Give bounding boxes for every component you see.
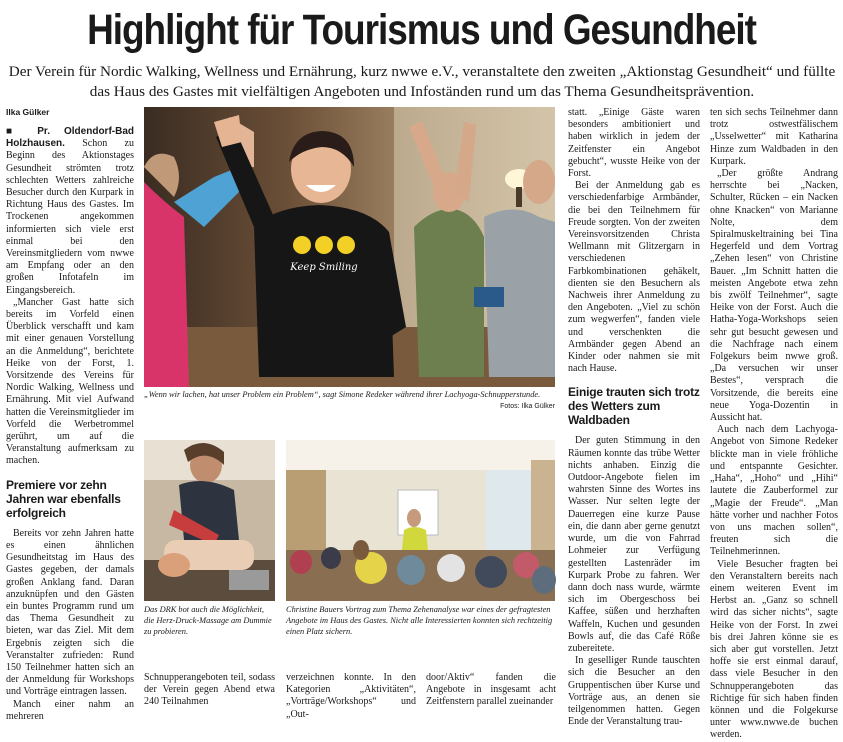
photo-vortrag-image xyxy=(286,440,555,601)
paragraph: „Mancher Gast hatte sich bereits im Vorfeld einen Überblick verschafft und kam mit einer genauen Vorstellung an die Anmeldung“, berichtete Heike von der Forst, 1. Vorsitzende des Vereins für Nordic Walking, Wellness und Ernährung. Mit viel Aufwand hatten die Vereinsmitglieder im Vorfeld die Werbetrommel gerührt, um auf die Veranstaltung aufmerksam zu machen. xyxy=(6,296,134,467)
author: Ilka Gülker xyxy=(6,107,50,117)
paragraph: Auch nach dem Lachyoga-Angebot von Simone Redeker blickte man in viele fröhliche und entspannte Gesichter. „Haha“, „Hoho“ und „Hihi“ lautete die Zauberformel zur „Magie der Freude“. „Man hätte vorher und nachher Fotos von uns machen sollen“, freuten sich die Teilnehmerinnen. xyxy=(710,424,838,558)
article-column-2-bottom: Schnupperangeboten teil, sodass der Verein gegen Abend etwa 240 Teilnahmen xyxy=(144,672,275,708)
paragraph: „Der größte Andrang herrschte bei „Nacken, Schulter, Rücken – ein Nacken ohne Knacken“ von Marianne Nolte, dem Spiralmuskeltraining bei Tina Hegerfeld und dem Vortrag „Zehen lesen“ von Christine Bauer. „Im Schnitt hatten die meisten Angebote etwa zehn bis zwölf Teilnehmer“, sagte Heike von der Forst. Auch die Hatha-Yoga-Workshops seien sehr gut besucht gewesen und die Nachfrage nach einem Folgekurs beim nwwe groß. „Da versuchen wir unser Bestes“, versprach die Vorsitzende, die bereits eine neue Yoga-Dozentin in Aussicht hat. xyxy=(710,168,838,424)
dateline: ■ Pr. Oldendorf-Bad Holzhausen. xyxy=(6,126,134,150)
photo-drk-caption: Das DRK bot auch die Möglichkeit, die Herz-Druck-Massage am Dummie zu probieren. xyxy=(144,605,272,636)
subheading: Einige trauten sich trotz des Wetters zum Waldbaden xyxy=(568,385,700,428)
paragraph: In geselliger Runde tauschten sich die Besucher an den Gruppentischen über Kurse und Vorträge aus, an denen sie teilgenommen hatten. Gegen Ende der Veranstaltung trau- xyxy=(568,655,700,728)
headline: Highlight für Tourismus und Gesundheit xyxy=(87,6,756,54)
article-column-1 xyxy=(6,126,134,722)
article-column-4-bottom: door/Aktiv“ fanden die Angebote in insgesamt acht Zeitfenstern parallel zueinander xyxy=(426,672,556,708)
photo-drk xyxy=(144,440,275,601)
photo-vortrag xyxy=(286,440,555,601)
paragraph: statt. „Einige Gäste waren besonders ambitioniert und haben wirklich in jedem der Zeitfenster ein Angebot gebucht“, wusste Heike von der Forst. xyxy=(568,107,700,180)
photo-lachyoga xyxy=(144,107,555,387)
paragraph: Bereits vor zehn Jahren hatte es einen ähnlichen Gesundheitstag im Haus des Gastes gegeben, der damals großen Anklang fand. Daran anzuknüpfen und den Gästen ein buntes Programm rund um das Thema Gesundheit zu bieten, war das Ziel. Mit dem Ergebnis zeigten sich die Veranstalter zufrieden: Rund 150 Teilnehmer hatten sich an der Anmeldung für Workshops und Vorträge eintragen lassen. xyxy=(6,527,134,698)
shirt-text: Keep Smiling xyxy=(290,262,358,273)
photo-lachyoga-image xyxy=(144,107,555,387)
paragraph: Viele Besucher fragten bei den Veranstaltern bereits nach einem weiteren Event im Herbst an. „Ganz so schnell wird das sicher nichts“, sagte Heike von der Forst. In zwei bis drei Jahren könne sie es sich aber gut vorstellen. Jetzt hoffe sie erst einmal darauf, dass viele Besucher in den Schnupperangeboten das Richtige für sich haben finden können und die Folgekurse unter www.nwwe.de buchen werden. xyxy=(710,558,838,741)
article-column-5 xyxy=(568,107,700,728)
photo-credit: Fotos: Ilka Gülker xyxy=(500,403,555,410)
photo-lachyoga-caption xyxy=(144,390,555,401)
paragraph: Manch einer nahm an mehreren xyxy=(6,698,134,722)
paragraph: Bei der Anmeldung gab es verschiedenfarbige Armbänder, die bei den Teilnehmern für Freude sorgten. Von der zweiten Vereinsvorsitzenden Christa Wellmann mit Glitzergarn in verschiedenen Farbkombinationen gehäkelt, dienten sie den Besuchern als Nachweis ihrer Anmeldung zu den Angeboten. „Viel zu schön zum wegwerfen“, fanden viele und verschenkten die Armbänder gegen Abend an Kinder oder nahmen sie mit nach Hause. xyxy=(568,180,700,375)
article-column-6 xyxy=(710,107,838,741)
article-column-3-bottom: verzeichnen konnte. In den Kategorien „Aktivitäten“, „Vorträge/Workshops“ und „Out- xyxy=(286,672,416,720)
caption-text: „Wenn wir lachen, hat unser Problem ein Problem“, sagt Simone Redeker während ihrer Lachyoga-Schnupperstunde. xyxy=(144,390,541,399)
subheading: Premiere vor zehn Jahren war ebenfalls erfolgreich xyxy=(6,477,121,520)
photo-vortrag-caption: Christine Bauers Vortrag zum Thema Zehenanalyse war eines der gefragtesten Angebote im Haus des Gastes. Nicht alle Interessierten konnten sich rechtzeitig einen Platz sichern. xyxy=(286,605,553,636)
paragraph: Schon zu Beginn des Aktionstages Gesundheit strömten trotz schlechten Wetters zahlreiche Besucher durch den Kurpark in Richtung Haus des Gastes. Im Trockenen angekommen informierten sich viele erst einmal bei den Vereinsmitgliedern vom nwwe am Empfang oder an den großen Infotafeln im Eingangsbereich. xyxy=(6,138,134,296)
lead-paragraph: Der Verein für Nordic Walking, Wellness und Ernährung, kurz nwwe e.V., veranstaltete den zweiten „Aktionstag Gesundheit“ und füllte das Haus des Gastes mit vielfältigen Angeboten und Infoständen rund um das Thema Gesundheitsprävention. xyxy=(8,63,836,100)
paragraph: ten sich sechs Teilnehmer dann trotz ostwestfälischem „Usselwetter“ mit Katharina Hinze zum Waldbaden in den Kurpark. xyxy=(710,107,838,167)
paragraph: Der guten Stimmung in den Räumen konnte das trübe Wetter nichts anhaben. Einzig die Outdoor-Angebote fielen im wahrsten Sinne des Wortes ins Wasser. Nur selten legte der Dauerregen eine kurze Pause ein, die dann aber gerne genutzt wurde, um die von Fahrrad Lohmeier zur Verfügung gestellten Lastenräder im Kurpark Probe zu fahren. Wer dann doch nass wurde, wärmte sich im Obergeschoss bei Kaffee, süßen und herzhaften Waffeln, Kuchen und gesunden Bowls auf, die das Café Röße zubereitete. xyxy=(568,435,700,654)
photo-drk-image xyxy=(144,440,275,601)
